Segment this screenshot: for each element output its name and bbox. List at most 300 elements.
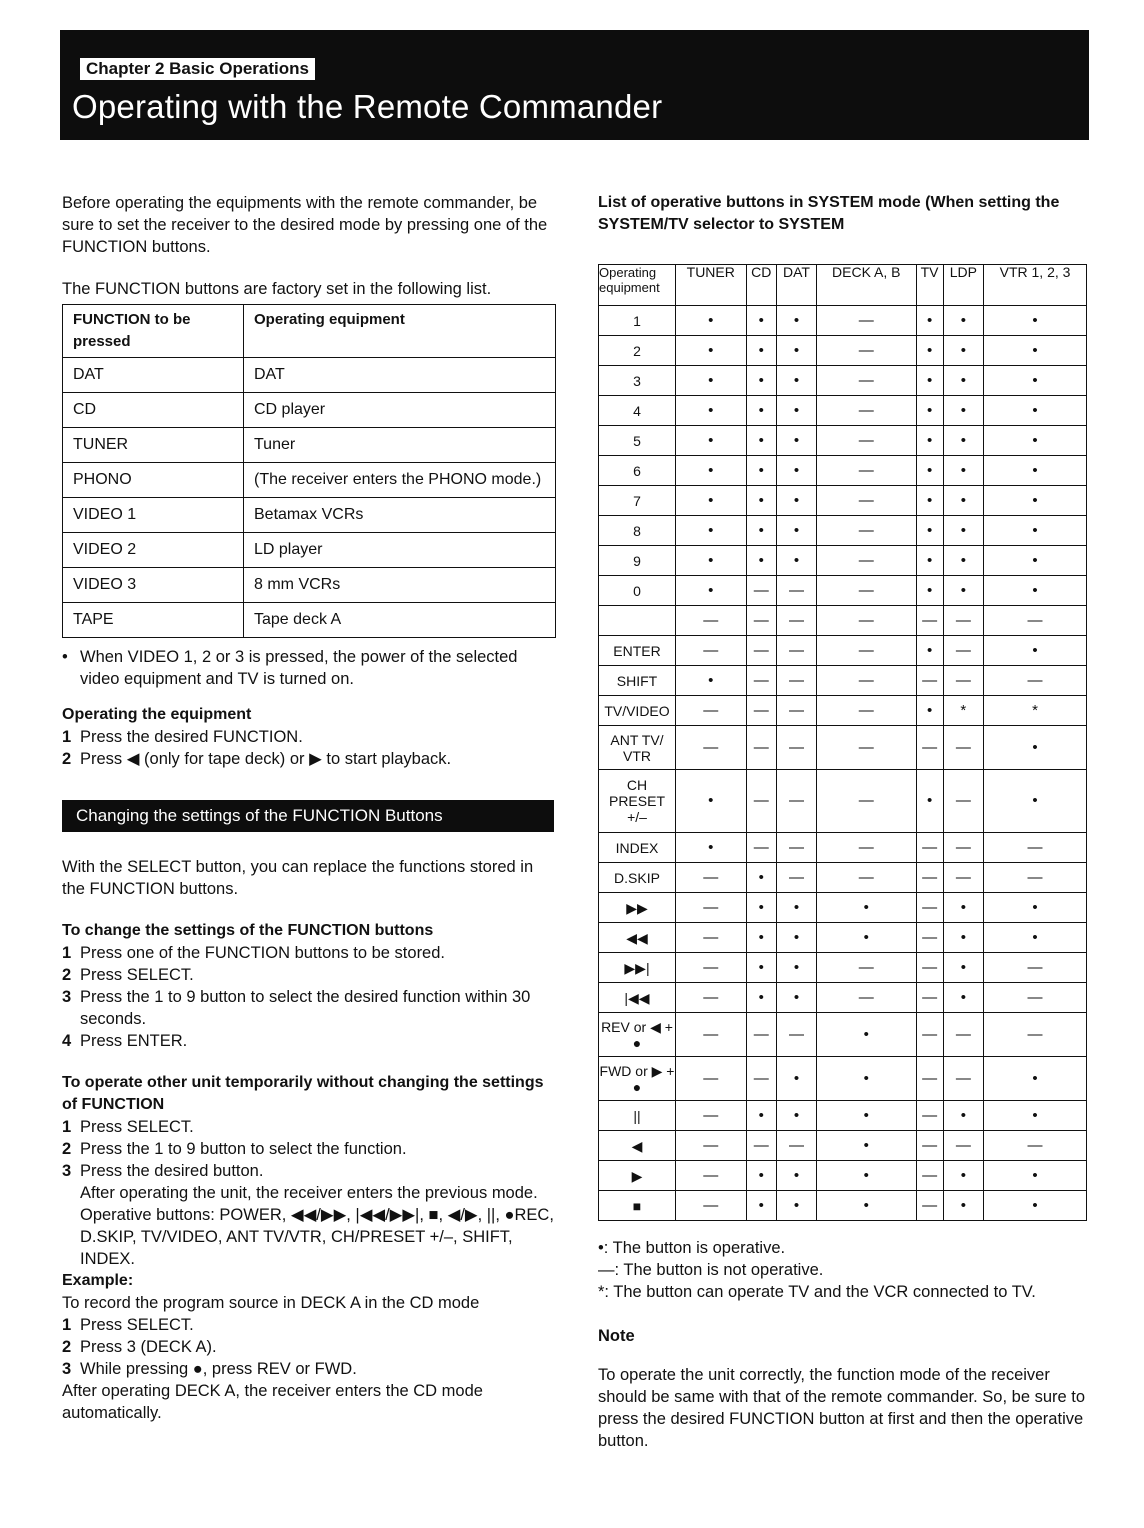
function-table-cell: DAT [63,358,244,393]
ops-row-label: 7 [599,486,676,516]
ops-table-cell: — [817,366,917,396]
ops-table-cell: • [776,983,816,1013]
ops-table-cell: • [943,1191,983,1221]
ops-row-label: 3 [599,366,676,396]
function-table-cell: CD [63,393,244,428]
ops-table-cell: — [676,953,747,983]
ops-table-cell: — [676,636,747,666]
ops-table-cell: — [776,1013,816,1057]
ops-table-cell: • [984,486,1087,516]
ops-table-cell: — [817,696,917,726]
ops-table-cell: • [984,336,1087,366]
ops-table-cell: • [943,366,983,396]
ops-table-cell: • [817,1057,917,1101]
ops-table-cell: • [776,1191,816,1221]
ops-table-cell: • [943,1161,983,1191]
ops-table-cell: • [776,426,816,456]
ops-table-cell: • [746,426,776,456]
ops-row-label: CH PRESET +/– [599,770,676,833]
ops-table-row [599,953,1087,983]
ops-row-label: 9 [599,546,676,576]
ops-table-cell: • [776,516,816,546]
ops-table-cell: — [776,606,816,636]
page-title: Operating with the Remote Commander [72,88,663,125]
ops-table-cell: • [984,636,1087,666]
legend [598,1237,1098,1303]
ops-table-cell: — [746,606,776,636]
ops-table-cell: • [984,426,1087,456]
ops-table-cell: — [776,863,816,893]
ops-table-cell: • [943,893,983,923]
ops-table-cell: — [916,833,943,863]
ops-table-cell: — [916,923,943,953]
ops-table-row [599,696,1087,726]
section-title-bar: Changing the settings of the FUNCTION Buttons [62,800,554,832]
ops-table-cell: — [984,1013,1087,1057]
ops-table-cell: — [916,953,943,983]
ops-table-row [599,1057,1087,1101]
function-table-row [63,533,556,568]
ops-table-cell: — [776,726,816,770]
ops-row-label: ▶ [599,1161,676,1191]
step: 4 Press ENTER. [62,1032,188,1050]
ops-table-cell: — [916,893,943,923]
ops-table-cell: — [916,1101,943,1131]
function-table-row [63,428,556,463]
ops-table-cell: • [984,1191,1087,1221]
ops-table-cell: • [916,456,943,486]
ops-table-cell: • [817,1131,917,1161]
example-title: Example: [62,1272,134,1289]
ops-row-label: REV or ◀ + ● [599,1013,676,1057]
ops-table-cell: — [984,666,1087,696]
factory-text: The FUNCTION buttons are factory set in the following list. [62,280,492,298]
ops-table-header-cell: VTR 1, 2, 3 [984,265,1087,306]
ops-table-cell: • [943,546,983,576]
ops-table-cell: • [984,306,1087,336]
ops-table-cell: • [916,366,943,396]
ops-table-cell: — [984,1131,1087,1161]
ops-table-cell: — [676,606,747,636]
ops-table-row [599,923,1087,953]
step: 1 Press one of the FUNCTION buttons to be stored. [62,944,445,962]
ops-table-cell: — [676,983,747,1013]
ops-table-cell: — [943,1057,983,1101]
ops-table-cell: — [817,770,917,833]
note-text: To operate the unit correctly, the function mode of the receiver should be same with that of the remote commander. So, be sure to press the desired FUNCTION button at first and then the operative button. [598,1365,1086,1450]
ops-table-cell: — [676,1191,747,1221]
ops-table-cell: — [984,983,1087,1013]
ops-table-cell: • [984,1101,1087,1131]
ops-table-cell: • [916,770,943,833]
ops-table-cell: — [817,953,917,983]
ops-table-cell: • [943,923,983,953]
function-table-row [63,358,556,393]
ops-table-cell: — [746,636,776,666]
function-table-cell: Tape deck A [244,603,556,638]
ops-table-cell: • [984,726,1087,770]
note-title: Note [598,1327,635,1345]
ops-table-cell: • [916,426,943,456]
ops-table-cell: — [776,696,816,726]
ops-table-cell: • [776,1161,816,1191]
ops-table-cell: • [943,456,983,486]
ops-table-cell: — [746,1131,776,1161]
function-table-header-cell: FUNCTION to be pressed [63,305,244,358]
ops-table-row [599,336,1087,366]
ops-table-cell: — [943,606,983,636]
function-table-row [63,568,556,603]
ops-table-row [599,636,1087,666]
ops-table-row [599,666,1087,696]
ops-table-cell: • [746,366,776,396]
temp-operate-steps [62,1116,558,1182]
ops-table-cell: — [817,516,917,546]
ops-table-cell: • [676,336,747,366]
ops-table-cell: • [746,396,776,426]
ops-table-cell: — [746,726,776,770]
ops-table-cell: • [746,306,776,336]
change-settings-steps [62,942,558,1052]
ops-table-cell: • [817,1101,917,1131]
ops-table-cell: — [916,1057,943,1101]
ops-table-cell: • [943,516,983,546]
step: 3 Press the desired button. [62,1162,264,1180]
function-table-row [63,603,556,638]
function-table-cell: LD player [244,533,556,568]
ops-table-cell: • [676,666,747,696]
ops-table-cell: — [676,1101,747,1131]
ops-table-cell: — [817,456,917,486]
ops-table-cell: — [746,1057,776,1101]
ops-table-header [599,265,1087,306]
ops-table-cell: — [916,863,943,893]
ops-table-cell: • [746,983,776,1013]
ops-table-cell: — [676,1131,747,1161]
operating-equipment-title: Operating the equipment [62,706,252,723]
ops-row-label: INDEX [599,833,676,863]
operating-equipment-steps [62,726,558,770]
ops-table-cell: * [984,696,1087,726]
ops-table-cell: — [817,426,917,456]
ops-row-label: TV/VIDEO [599,696,676,726]
ops-table-header-cell: DECK A, B [817,265,917,306]
ops-table-cell: • [943,336,983,366]
ops-table-cell: • [676,486,747,516]
ops-table-cell: — [943,1013,983,1057]
ops-table-cell: • [676,546,747,576]
ops-table-row [599,1013,1087,1057]
ops-table-cell: — [943,770,983,833]
ops-table-cell: — [984,606,1087,636]
ops-table-cell: — [676,893,747,923]
ops-table-cell: • [676,396,747,426]
ops-table-cell: — [676,1057,747,1101]
ops-table-row [599,546,1087,576]
ops-table-cell: • [916,636,943,666]
ops-table-cell: • [776,396,816,426]
ops-table-cell: — [817,486,917,516]
ops-table-cell: — [984,863,1087,893]
function-table-cell: VIDEO 3 [63,568,244,603]
ops-table-cell: • [746,486,776,516]
ops-row-label: 8 [599,516,676,546]
ops-row-label [599,606,676,636]
ops-row-label: SHIFT [599,666,676,696]
function-table-cell: (The receiver enters the PHONO mode.) [244,463,556,498]
ops-table-cell: • [984,366,1087,396]
ops-table-cell: • [916,696,943,726]
ops-table-cell: • [943,426,983,456]
ops-table-cell: — [817,983,917,1013]
ops-row-label: ◀◀ [599,923,676,953]
ops-table-cell: — [984,953,1087,983]
ops-table-cell: • [776,546,816,576]
ops-table-header-cell: Operating equipment [599,265,676,306]
ops-table-cell: — [817,396,917,426]
ops-table-cell: — [676,863,747,893]
legend-item: •: The button is operative. [598,1239,786,1257]
change-settings-title: To change the settings of the FUNCTION buttons [62,922,434,939]
ops-table-cell: • [817,893,917,923]
ops-table-row [599,863,1087,893]
ops-table-cell: • [746,953,776,983]
ops-table-cell: — [817,833,917,863]
ops-table-cell: — [916,1191,943,1221]
ops-table-cell: • [817,923,917,953]
ops-table-cell: — [817,306,917,336]
ops-table-cell: — [916,1161,943,1191]
ops-row-label: |◀◀ [599,983,676,1013]
ops-table-row [599,426,1087,456]
ops-table-row [599,366,1087,396]
ops-table-header-cell: TUNER [676,265,747,306]
ops-row-label: ■ [599,1191,676,1221]
ops-table-cell: • [776,486,816,516]
ops-table-cell: • [676,516,747,546]
ops-table-header-cell: DAT [776,265,816,306]
function-table-header-cell: Operating equipment [244,305,556,358]
legend-item: —: The button is not operative. [598,1261,824,1279]
ops-row-label: ▶▶ [599,893,676,923]
function-table-row [63,393,556,428]
ops-table-row [599,1161,1087,1191]
ops-table-cell: • [943,306,983,336]
ops-row-label: 2 [599,336,676,366]
ops-table-header-cell: CD [746,265,776,306]
ops-table-cell: — [776,1131,816,1161]
ops-table-cell: • [817,1161,917,1191]
ops-table-cell: • [817,1191,917,1221]
ops-row-label: FWD or ▶ + ● [599,1057,676,1101]
list-title: List of operative buttons in SYSTEM mode (When setting the SYSTEM/TV selector to SYSTEM [598,194,1060,233]
ops-row-label: ◀ [599,1131,676,1161]
step: 1 Press SELECT. [62,1118,194,1136]
function-table-row [63,498,556,533]
operative-buttons-table [598,264,1087,1221]
ops-table-cell: — [817,606,917,636]
ops-table-cell: • [916,576,943,606]
step: 2 Press the 1 to 9 button to select the function. [62,1140,407,1158]
example-intro: To record the program source in DECK A in the CD mode [62,1294,480,1312]
ops-table-cell: • [776,893,816,923]
ops-table-cell: — [746,666,776,696]
ops-row-label: 4 [599,396,676,426]
ops-table-cell: — [916,1013,943,1057]
ops-table-cell: • [746,863,776,893]
temp-operate-title: To operate other unit temporarily without changing the settings of FUNCTION [62,1074,544,1113]
ops-table-row [599,306,1087,336]
ops-table-cell: — [916,606,943,636]
ops-table-cell: — [916,666,943,696]
ops-table-cell: — [746,770,776,833]
step: 2 Press SELECT. [62,966,194,984]
example-steps [62,1314,558,1380]
ops-table-cell: • [746,1101,776,1131]
ops-table-cell: — [776,636,816,666]
function-table-cell: VIDEO 2 [63,533,244,568]
ops-table-cell: — [746,696,776,726]
function-table-cell: DAT [244,358,556,393]
ops-table-cell: • [984,1057,1087,1101]
ops-table-row [599,1191,1087,1221]
ops-table-cell: — [817,576,917,606]
ops-table-cell: — [676,696,747,726]
ops-table-row [599,1101,1087,1131]
chapter-label: Chapter 2 Basic Operations [80,58,315,80]
ops-table-cell: • [916,336,943,366]
ops-table-cell: — [746,576,776,606]
function-table-cell: CD player [244,393,556,428]
step: 3 While pressing ●, press REV or FWD. [62,1360,357,1378]
ops-table-cell: • [746,1191,776,1221]
ops-table-cell: • [943,486,983,516]
ops-table-cell: • [984,546,1087,576]
ops-table-cell: — [916,726,943,770]
ops-row-label: ENTER [599,636,676,666]
function-table-cell: TUNER [63,428,244,463]
select-text: With the SELECT button, you can replace the functions stored in the FUNCTION buttons. [62,858,534,898]
ops-table-cell: — [746,1013,776,1057]
ops-row-label: 6 [599,456,676,486]
ops-table-cell: — [776,770,816,833]
ops-table-row [599,456,1087,486]
ops-table-cell: — [817,726,917,770]
ops-table-cell: — [776,576,816,606]
ops-table-cell: • [943,1101,983,1131]
ops-table-cell: • [984,456,1087,486]
ops-row-label: ANT TV/ VTR [599,726,676,770]
ops-table-cell: • [776,306,816,336]
video-note-list [62,646,558,690]
ops-table-cell: — [817,636,917,666]
ops-table-header-cell: TV [916,265,943,306]
ops-table-cell: — [817,863,917,893]
step: 2 Press 3 (DECK A). [62,1338,217,1356]
ops-table-cell: • [676,426,747,456]
ops-table-cell: • [746,456,776,486]
function-table-cell: Tuner [244,428,556,463]
ops-table-cell: — [817,666,917,696]
ops-table-cell: • [746,1161,776,1191]
left-column [62,192,558,1424]
ops-row-label: 5 [599,426,676,456]
function-table-cell: VIDEO 1 [63,498,244,533]
ops-table-cell: • [776,923,816,953]
ops-table-header-cell: LDP [943,265,983,306]
step: 2 Press ◀ (only for tape deck) or ▶ to start playback. [62,750,452,768]
ops-table-cell: • [916,486,943,516]
ops-table-cell: • [984,1161,1087,1191]
ops-table-cell: — [943,863,983,893]
ops-table-cell: — [943,726,983,770]
ops-table-cell: • [984,923,1087,953]
ops-table-cell: • [676,306,747,336]
ops-table-cell: • [676,770,747,833]
ops-table-cell: • [943,953,983,983]
ops-table-row [599,770,1087,833]
ops-row-label: 1 [599,306,676,336]
ops-table-cell: — [676,923,747,953]
step: 1 Press SELECT. [62,1316,194,1334]
ops-table-cell: • [984,893,1087,923]
ops-table-cell: • [746,336,776,366]
ops-row-label: D.SKIP [599,863,676,893]
ops-table-row [599,833,1087,863]
ops-table-row [599,893,1087,923]
ops-table-row [599,576,1087,606]
ops-table-cell: • [776,953,816,983]
function-table-cell: Betamax VCRs [244,498,556,533]
ops-table-row [599,486,1087,516]
ops-row-label: 0 [599,576,676,606]
ops-table-cell: — [817,546,917,576]
right-column [598,192,1098,1452]
ops-table-cell: • [676,366,747,396]
ops-table-cell: — [984,833,1087,863]
ops-table-cell: • [746,923,776,953]
operative-buttons-text: Operative buttons: POWER, ◀◀/▶▶, |◀◀/▶▶|, ■, ◀/▶, ||, ●REC, D.SKIP, TV/VIDEO, ANT TV/VTR, CH/PRESET +/–, SHIFT, INDEX. [80,1206,554,1268]
step: 3 Press the 1 to 9 button to select the desired function within 30 seconds. [62,988,531,1028]
ops-row-label: ▶▶| [599,953,676,983]
ops-row-label: || [599,1101,676,1131]
legend-item: *: The button can operate TV and the VCR connected to TV. [598,1283,1036,1301]
ops-table-cell: • [746,516,776,546]
ops-table-row [599,606,1087,636]
ops-table-row [599,983,1087,1013]
ops-table-cell: • [776,366,816,396]
ops-table-cell: • [984,770,1087,833]
ops-table-cell: • [943,983,983,1013]
intro-text: Before operating the equipments with the remote commander, be sure to set the receiver to the desired mode by pressing one of the FUNCTION buttons. [62,194,548,256]
ops-table-cell: • [817,1013,917,1057]
ops-table-row [599,1131,1087,1161]
ops-table-cell: — [676,726,747,770]
temp-operate-after: After operating the unit, the receiver enters the previous mode. [80,1184,538,1202]
ops-table-cell: • [984,396,1087,426]
ops-table-cell: — [676,1161,747,1191]
function-table-header [63,305,556,358]
ops-table-cell: • [776,456,816,486]
function-table-cell: PHONO [63,463,244,498]
ops-table-cell: • [916,546,943,576]
function-table-cell: 8 mm VCRs [244,568,556,603]
ops-table-cell: — [943,636,983,666]
ops-table-cell: — [676,1013,747,1057]
ops-table-row [599,396,1087,426]
ops-table-cell: * [943,696,983,726]
ops-table-cell: • [984,516,1087,546]
